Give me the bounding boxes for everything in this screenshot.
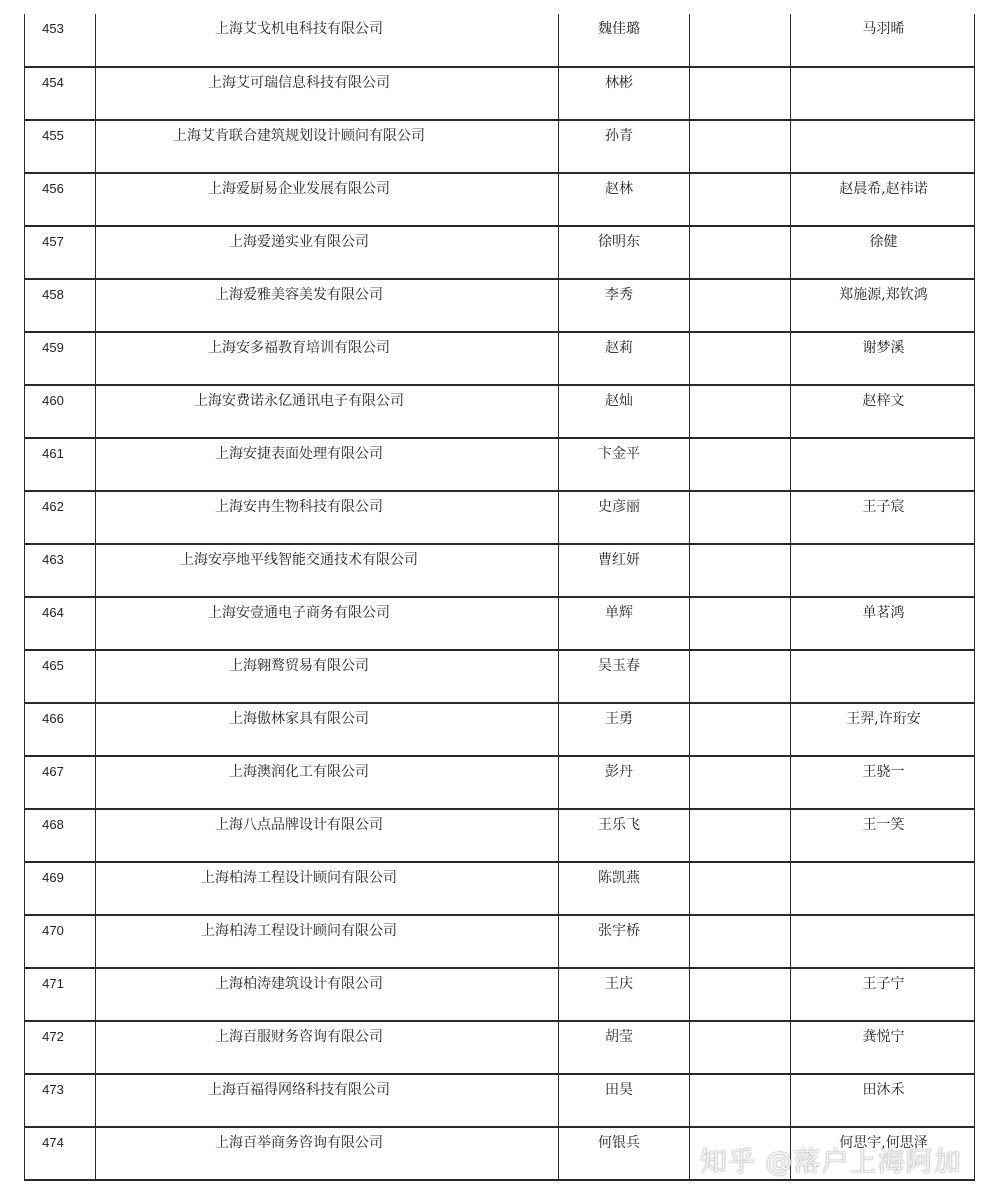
applicant-name: 田昊 (559, 1074, 690, 1127)
row-number: 454 (25, 67, 96, 120)
applicant-name: 徐明东 (559, 226, 690, 279)
company-name: 上海安壹通电子商务有限公司 (96, 597, 559, 650)
applicant-name: 吴玉春 (559, 650, 690, 703)
applicant-name: 陈凯燕 (559, 862, 690, 915)
blank-cell (690, 1074, 791, 1127)
row-number: 460 (25, 385, 96, 438)
blank-cell (690, 67, 791, 120)
blank-cell (690, 1021, 791, 1074)
table-row (25, 67, 975, 120)
row-number: 457 (25, 226, 96, 279)
company-name: 上海艾可瑞信息科技有限公司 (96, 67, 559, 120)
applicant-name: 李秀 (559, 279, 690, 332)
roster-table (24, 14, 975, 1181)
row-number: 472 (25, 1021, 96, 1074)
company-name: 上海傲林家具有限公司 (96, 703, 559, 756)
applicant-name: 卞金平 (559, 438, 690, 491)
family-members: 谢梦溪 (791, 332, 975, 385)
company-name: 上海柏涛建筑设计有限公司 (96, 968, 559, 1021)
company-name: 上海百福得网络科技有限公司 (96, 1074, 559, 1127)
watermark: 知乎 @落户上海阿加 (700, 1147, 962, 1178)
applicant-name: 何银兵 (559, 1127, 690, 1180)
blank-cell (690, 650, 791, 703)
row-number: 463 (25, 544, 96, 597)
roster-body (25, 14, 975, 1180)
applicant-name: 单辉 (559, 597, 690, 650)
table-row (25, 650, 975, 703)
blank-cell (690, 14, 791, 67)
table-row (25, 1021, 975, 1074)
table-row (25, 491, 975, 544)
table-row (25, 332, 975, 385)
company-name: 上海爱递实业有限公司 (96, 226, 559, 279)
family-members: 赵梓文 (791, 385, 975, 438)
company-name: 上海八点品牌设计有限公司 (96, 809, 559, 862)
family-members (791, 862, 975, 915)
family-members: 单茗鸿 (791, 597, 975, 650)
table-row (25, 703, 975, 756)
table-row (25, 173, 975, 226)
table-row (25, 1074, 975, 1127)
row-number: 456 (25, 173, 96, 226)
blank-cell (690, 120, 791, 173)
blank-cell (690, 438, 791, 491)
row-number: 459 (25, 332, 96, 385)
family-members: 赵晨希,赵祎诺 (791, 173, 975, 226)
applicant-name: 孙青 (559, 120, 690, 173)
family-members: 龚悦宁 (791, 1021, 975, 1074)
company-name: 上海百举商务咨询有限公司 (96, 1127, 559, 1180)
family-members: 田沐禾 (791, 1074, 975, 1127)
applicant-name: 魏佳璐 (559, 14, 690, 67)
family-members: 王一笑 (791, 809, 975, 862)
applicant-name: 王勇 (559, 703, 690, 756)
row-number: 464 (25, 597, 96, 650)
applicant-name: 彭丹 (559, 756, 690, 809)
company-name: 上海柏涛工程设计顾问有限公司 (96, 862, 559, 915)
company-name: 上海安亭地平线智能交通技术有限公司 (96, 544, 559, 597)
company-name: 上海爱雅美容美发有限公司 (96, 279, 559, 332)
blank-cell (690, 703, 791, 756)
blank-cell (690, 332, 791, 385)
family-members: 郑施源,郑钦鸿 (791, 279, 975, 332)
row-number: 470 (25, 915, 96, 968)
family-members (791, 544, 975, 597)
applicant-name: 王庆 (559, 968, 690, 1021)
table-row (25, 597, 975, 650)
blank-cell (690, 756, 791, 809)
blank-cell (690, 385, 791, 438)
row-number: 465 (25, 650, 96, 703)
applicant-name: 林彬 (559, 67, 690, 120)
family-members: 王子宸 (791, 491, 975, 544)
row-number: 466 (25, 703, 96, 756)
blank-cell (690, 915, 791, 968)
row-number: 458 (25, 279, 96, 332)
row-number: 468 (25, 809, 96, 862)
row-number: 462 (25, 491, 96, 544)
blank-cell (690, 809, 791, 862)
family-members (791, 438, 975, 491)
company-name: 上海澳润化工有限公司 (96, 756, 559, 809)
row-number: 474 (25, 1127, 96, 1180)
table-row (25, 809, 975, 862)
family-members (791, 120, 975, 173)
family-members (791, 67, 975, 120)
family-members: 马羽晞 (791, 14, 975, 67)
applicant-name: 王乐飞 (559, 809, 690, 862)
applicant-name: 史彦丽 (559, 491, 690, 544)
applicant-name: 胡莹 (559, 1021, 690, 1074)
blank-cell (690, 544, 791, 597)
table-row (25, 279, 975, 332)
table-row (25, 14, 975, 67)
table-row (25, 862, 975, 915)
company-name: 上海安冉生物科技有限公司 (96, 491, 559, 544)
applicant-name: 曹红妍 (559, 544, 690, 597)
blank-cell (690, 226, 791, 279)
applicant-name: 赵莉 (559, 332, 690, 385)
company-name: 上海百服财务咨询有限公司 (96, 1021, 559, 1074)
company-name: 上海安多福教育培训有限公司 (96, 332, 559, 385)
blank-cell (690, 173, 791, 226)
family-members: 徐健 (791, 226, 975, 279)
family-members: 王骁一 (791, 756, 975, 809)
table-row (25, 226, 975, 279)
row-number: 473 (25, 1074, 96, 1127)
table-row (25, 120, 975, 173)
applicant-name: 张宇桥 (559, 915, 690, 968)
family-members (791, 650, 975, 703)
table-row (25, 915, 975, 968)
company-name: 上海爱厨易企业发展有限公司 (96, 173, 559, 226)
table-row (25, 756, 975, 809)
blank-cell (690, 862, 791, 915)
company-name: 上海柏涛工程设计顾问有限公司 (96, 915, 559, 968)
blank-cell (690, 968, 791, 1021)
row-number: 471 (25, 968, 96, 1021)
blank-cell (690, 279, 791, 332)
table-row (25, 385, 975, 438)
family-members (791, 915, 975, 968)
applicant-name: 赵林 (559, 173, 690, 226)
company-name: 上海艾戈机电科技有限公司 (96, 14, 559, 67)
company-name: 上海翱鹜贸易有限公司 (96, 650, 559, 703)
row-number: 461 (25, 438, 96, 491)
company-name: 上海艾肯联合建筑规划设计顾问有限公司 (96, 120, 559, 173)
row-number: 455 (25, 120, 96, 173)
table-row (25, 438, 975, 491)
table-row (25, 544, 975, 597)
family-members: 何思宇,何思泽 (791, 1127, 975, 1180)
table-row (25, 968, 975, 1021)
family-members: 王子宁 (791, 968, 975, 1021)
family-members: 王羿,许珩安 (791, 703, 975, 756)
row-number: 469 (25, 862, 96, 915)
applicant-name: 赵灿 (559, 385, 690, 438)
row-number: 453 (25, 14, 96, 67)
company-name: 上海安捷表面处理有限公司 (96, 438, 559, 491)
blank-cell (690, 491, 791, 544)
blank-cell (690, 597, 791, 650)
row-number: 467 (25, 756, 96, 809)
company-name: 上海安费诺永亿通讯电子有限公司 (96, 385, 559, 438)
